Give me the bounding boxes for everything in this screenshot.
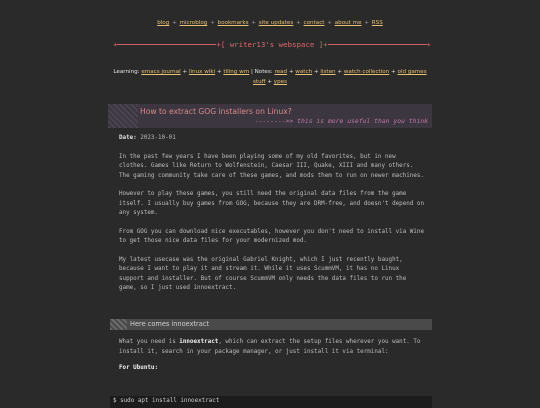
nav-link-about-me[interactable]: about me xyxy=(334,20,362,26)
nav-link-blog[interactable]: blog xyxy=(157,20,170,26)
notes-link-read[interactable]: read xyxy=(274,69,288,75)
section-title: Here comes innoextract xyxy=(130,320,210,328)
paragraph: However to play these games, you still need the original data files from the game itself. I usually buy games from GOG, because they are DRM-free, and doesn't depend on any system. xyxy=(119,191,424,216)
header-hatch-decoration xyxy=(108,104,138,128)
paragraph: In the past few years I have been playing some of my old favorites, but in new clothes. Games like Return to Wolfenstein, Caesar III, Quake, XIII and many others. The gaming community take care of these games, and mods them to run on newer machines. xyxy=(119,153,424,179)
site-banner xyxy=(113,38,431,50)
nav-link-contact[interactable]: contact xyxy=(303,20,325,26)
innoextract-keyword: innoextract xyxy=(179,339,219,345)
article-date xyxy=(119,134,425,144)
nav-separator: + xyxy=(251,20,256,26)
article-header xyxy=(108,104,432,128)
section-hatch-decoration xyxy=(110,319,127,330)
paragraph xyxy=(119,338,425,357)
paragraph: From GOG you can download nice executables, however you don't need to install via Wine to get those nice data files for your modernized mod. xyxy=(119,228,424,244)
p1-text-pre: What you need is xyxy=(119,339,180,345)
notes-label: | Notes: xyxy=(250,69,273,75)
nav-separator: + xyxy=(210,20,215,26)
notes-link-listen[interactable]: listen xyxy=(320,69,336,75)
nav-link-bookmarks[interactable]: bookmarks xyxy=(217,20,249,26)
notes-link-old-games-stuff[interactable]: old games stuff xyxy=(253,69,427,85)
nav-link-rss[interactable]: RSS xyxy=(371,20,383,26)
notes-link-watch-collection[interactable]: watch collection xyxy=(343,69,390,75)
date-value: 2023-10-01 xyxy=(140,135,176,141)
nav-separator: + xyxy=(364,20,369,26)
learning-notes-bar: Learning: emacs journal + linux wiki + tiling wm | Notes: read + watch + listen + watch collection + old games stuff + ypes xyxy=(113,69,427,85)
banner-plus-mid-left: + xyxy=(216,39,221,49)
banner-plus-mid-right: + xyxy=(323,39,328,49)
code-block: $ sudo apt install innoextract xyxy=(110,396,432,408)
learning-label: Learning: xyxy=(113,69,140,75)
learning-link-tiling-wm[interactable]: tiling wm xyxy=(223,69,250,75)
notes-link-watch[interactable]: watch xyxy=(295,69,313,75)
article-body xyxy=(119,134,425,303)
notes-link-ypes[interactable]: ypes xyxy=(273,79,287,85)
nav-link-site-updates[interactable]: site updates xyxy=(258,20,294,26)
banner-plus-right: + xyxy=(426,39,431,49)
banner-rule-right xyxy=(328,44,427,45)
top-navigation xyxy=(0,20,540,26)
nav-link-microblog[interactable]: microblog xyxy=(179,20,208,26)
section-header xyxy=(110,319,432,330)
site-title[interactable]: [ writer13's webspace ] xyxy=(220,39,324,49)
ubuntu-label: For Ubuntu: xyxy=(119,365,159,371)
paragraph: My latest usecase was the original Gabriel Knight, which I just recently baught, because I want to play it and stream it. While it uses ScummVM, it has no Linux support and installer. But of course ScummVM only needs the data files to run the game, so I just used innoextract. xyxy=(119,256,407,291)
article-title: How to extract GOG installers on Linux? xyxy=(140,107,292,116)
banner-plus-left: + xyxy=(113,39,118,49)
banner-rule-left xyxy=(117,44,216,45)
nav-separator: + xyxy=(296,20,301,26)
section-body xyxy=(119,338,425,381)
nav-separator: + xyxy=(327,20,332,26)
nav-separator: + xyxy=(172,20,177,26)
learning-link-emacs-journal[interactable]: emacs journal xyxy=(141,69,181,75)
learning-link-linux-wiki[interactable]: linux wiki xyxy=(188,69,216,75)
date-label: Date: xyxy=(119,135,137,141)
p1-text-post: , which can extract the setup files wherever you want. To install it, search in your package manager, or just install it via terminal: xyxy=(119,339,421,355)
article-subtitle: -------->> this is more useful than you think xyxy=(254,117,428,125)
